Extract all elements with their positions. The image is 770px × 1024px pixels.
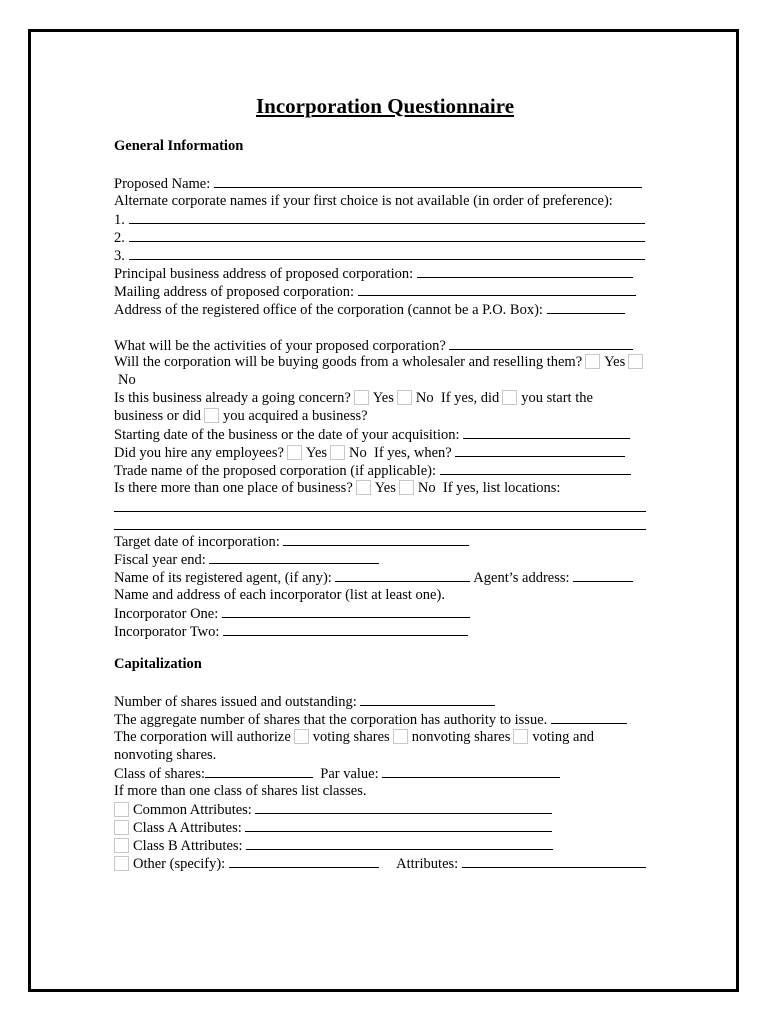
more-classes-note: If more than one class of shares list classes. <box>114 783 367 799</box>
target-date-row: Target date of incorporation: <box>114 532 469 551</box>
alternate-name-1-row: 1. <box>114 210 645 229</box>
form-title: Incorporation Questionnaire <box>255 94 515 118</box>
class-b-row: Class B Attributes: <box>114 836 553 855</box>
starting-date-field[interactable] <box>463 425 630 439</box>
wholesaler-no-checkbox[interactable] <box>628 354 643 369</box>
locations-line-2[interactable] <box>114 529 646 530</box>
alternate-names-label: Alternate corporate names if your first choice is not available (in order of preference): <box>114 193 613 209</box>
alternate-name-2-field[interactable] <box>129 228 645 242</box>
acquired-business-checkbox[interactable] <box>204 408 219 423</box>
registered-agent-row: Name of its registered agent, (if any): Agent’s address: <box>114 568 633 587</box>
starting-date-row: Starting date of the business or the date of your acquisition: <box>114 425 630 444</box>
locations-line-1[interactable] <box>114 511 646 512</box>
agent-name-field[interactable] <box>335 568 470 582</box>
alternate-name-2-row: 2. <box>114 228 645 247</box>
principal-address-field[interactable] <box>417 264 633 278</box>
incorporator-two-row: Incorporator Two: <box>114 622 468 641</box>
hire-yes-checkbox[interactable] <box>287 445 302 460</box>
activities-field[interactable] <box>449 336 633 350</box>
incorporator-one-row: Incorporator One: <box>114 604 470 623</box>
hire-when-field[interactable] <box>455 443 625 457</box>
common-class-row: Common Attributes: <box>114 800 552 819</box>
started-business-checkbox[interactable] <box>502 390 517 405</box>
shares-issued-row: Number of shares issued and outstanding: <box>114 692 495 711</box>
other-class-row: Other (specify): Attributes: <box>114 854 646 873</box>
trade-name-field[interactable] <box>440 461 631 475</box>
trade-name-row: Trade name of the proposed corporation (if applicable): <box>114 461 631 480</box>
wholesaler-no-label: No <box>118 372 136 388</box>
wholesaler-row: Will the corporation will be buying goods from a wholesaler and reselling them? Yes <box>114 353 647 371</box>
general-information-heading: General Information <box>114 138 244 154</box>
class-a-checkbox[interactable] <box>114 820 129 835</box>
hire-no-checkbox[interactable] <box>330 445 345 460</box>
fiscal-year-row: Fiscal year end: <box>114 550 379 569</box>
par-value-field[interactable] <box>382 764 560 778</box>
class-of-shares-field[interactable] <box>205 764 313 778</box>
aggregate-shares-row: The aggregate number of shares that the corporation has authority to issue. <box>114 710 627 729</box>
class-a-attributes-field[interactable] <box>245 818 552 832</box>
nonvoting-shares-end: nonvoting shares. <box>114 747 217 763</box>
acquired-business-row: business or did you acquired a business? <box>114 408 368 424</box>
going-concern-yes-checkbox[interactable] <box>354 390 369 405</box>
class-par-row: Class of shares: Par value: <box>114 764 560 783</box>
incorporator-two-field[interactable] <box>223 622 468 636</box>
shares-issued-field[interactable] <box>360 692 495 706</box>
mailing-address-field[interactable] <box>358 282 636 296</box>
proposed-name-field[interactable] <box>214 174 642 188</box>
other-specify-field[interactable] <box>229 854 379 868</box>
other-class-checkbox[interactable] <box>114 856 129 871</box>
wholesaler-yes-checkbox[interactable] <box>585 354 600 369</box>
aggregate-shares-field[interactable] <box>551 710 627 724</box>
incorporator-one-field[interactable] <box>222 604 470 618</box>
other-attributes-field[interactable] <box>462 854 646 868</box>
alternate-name-3-row: 3. <box>114 246 645 265</box>
common-attributes-field[interactable] <box>255 800 552 814</box>
alternate-name-3-field[interactable] <box>129 246 645 260</box>
capitalization-heading: Capitalization <box>114 656 202 672</box>
more-places-row: Is there more than one place of business? Yes No If yes, list locations: <box>114 480 561 496</box>
voting-shares-checkbox[interactable] <box>294 729 309 744</box>
agent-address-field[interactable] <box>573 568 633 582</box>
class-b-checkbox[interactable] <box>114 838 129 853</box>
mailing-address-row: Mailing address of proposed corporation: <box>114 282 636 301</box>
going-concern-row: Is this business already a going concern? Yes No If yes, did you start the <box>114 390 593 406</box>
registered-office-row: Address of the registered office of the corporation (cannot be a P.O. Box): <box>114 300 625 319</box>
nonvoting-shares-checkbox[interactable] <box>393 729 408 744</box>
more-places-no-checkbox[interactable] <box>399 480 414 495</box>
target-date-field[interactable] <box>283 532 469 546</box>
principal-address-row: Principal business address of proposed corporation: <box>114 264 633 283</box>
fiscal-year-field[interactable] <box>209 550 379 564</box>
common-class-checkbox[interactable] <box>114 802 129 817</box>
proposed-name-row: Proposed Name: <box>114 174 642 193</box>
more-places-yes-checkbox[interactable] <box>356 480 371 495</box>
incorporators-note: Name and address of each incorporator (list at least one). <box>114 587 445 603</box>
activities-row: What will be the activities of your proposed corporation? <box>114 336 633 355</box>
class-b-attributes-field[interactable] <box>246 836 553 850</box>
voting-and-nonvoting-checkbox[interactable] <box>513 729 528 744</box>
authorize-row: The corporation will authorize voting shares nonvoting shares voting and <box>114 729 594 745</box>
hire-employees-row: Did you hire any employees? Yes No If yes, when? <box>114 443 625 462</box>
registered-office-field[interactable] <box>547 300 625 314</box>
going-concern-no-checkbox[interactable] <box>397 390 412 405</box>
alternate-name-1-field[interactable] <box>129 210 645 224</box>
class-a-row: Class A Attributes: <box>114 818 552 837</box>
